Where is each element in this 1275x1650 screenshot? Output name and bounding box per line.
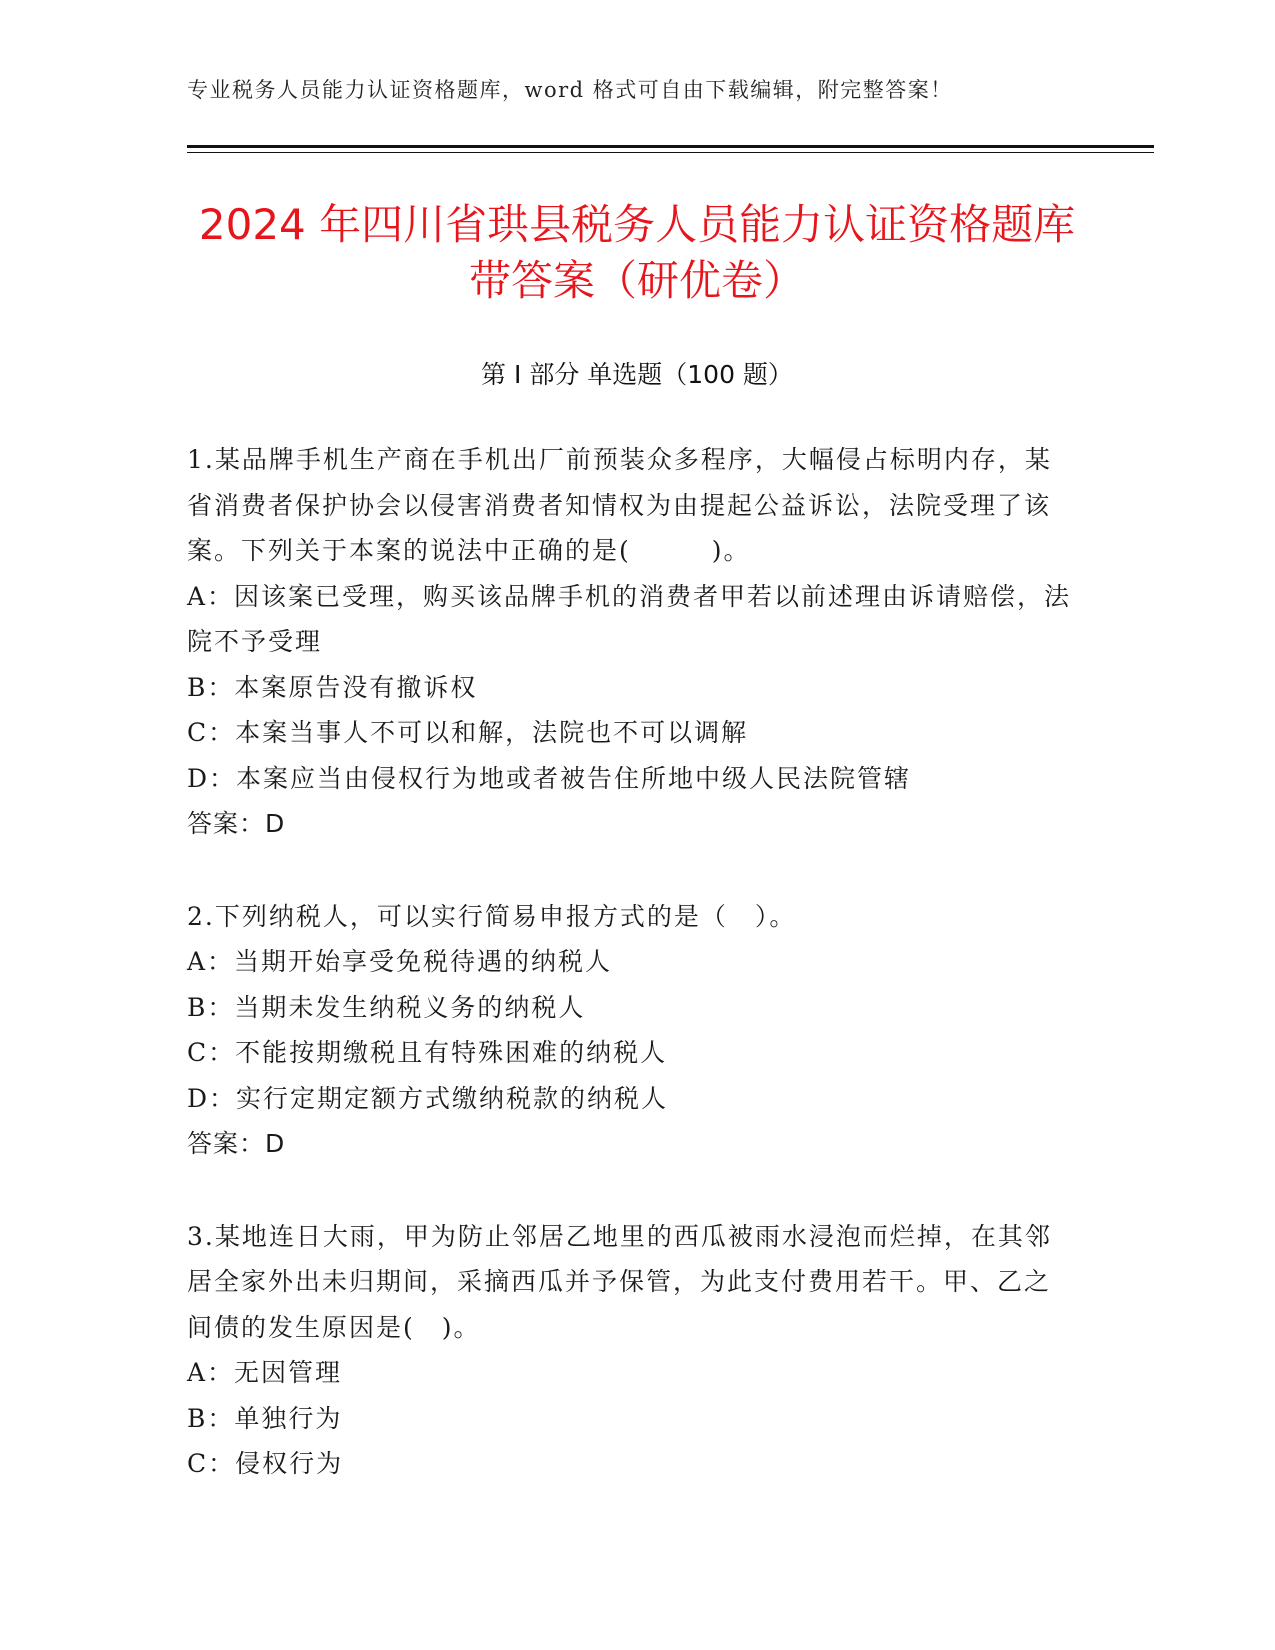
header-rule-thick: [187, 145, 1154, 148]
header-rule-thin: [187, 152, 1154, 153]
section-title: 第 I 部分 单选题（100 题）: [481, 360, 793, 389]
option-a: A：因该案已受理，购买该品牌手机的消费者甲若以前述理由诉请赔偿，法院不予受理: [187, 581, 1072, 656]
option-d: D：本案应当由侵权行为地或者被告住所地中级人民法院管辖: [187, 763, 912, 793]
option-b: B：本案原告没有撤诉权: [187, 672, 478, 702]
option-c: C：不能按期缴税且有特殊困难的纳税人: [187, 1038, 668, 1067]
question-stem: 1.某品牌手机生产商在手机出厂前预装众多程序，大幅侵占标明内存，某省消费者保护协会以侵害消费者知情权为由提起公益诉讼，法院受理了该案。下列关于本案的说法中正确的是( )。: [187, 445, 1052, 565]
question-2: [187, 894, 1077, 1167]
question-list: [187, 437, 1077, 1534]
option-c: C：本案当事人不可以和解，法院也不可以调解: [187, 718, 749, 747]
option-d: D：实行定期定额方式缴纳税款的纳税人: [187, 1083, 669, 1113]
question-1: [187, 437, 1077, 847]
question-stem: 2.下列纳税人，可以实行简易申报方式的是（ ）。: [187, 901, 797, 931]
answer: 答案：D: [187, 1129, 286, 1158]
question-stem: 3.某地连日大雨，甲为防止邻居乙地里的西瓜被雨水浸泡而烂掉，在其邻居全家外出未归期间，采摘西瓜并予保管，为此支付费用若干。甲、乙之间债的发生原因是( )。: [187, 1221, 1052, 1342]
option-c: C：侵权行为: [187, 1449, 344, 1478]
option-b: B：当期未发生纳税义务的纳税人: [187, 992, 586, 1022]
document-title: 2024 年四川省珙县税务人员能力认证资格题库带答案（研优卷）: [198, 200, 1076, 305]
option-a: A：当期开始享受免税待遇的纳税人: [187, 947, 613, 976]
header-note: 专业税务人员能力认证资格题库，word 格式可自由下载编辑，附完整答案！: [187, 78, 953, 102]
option-b: B：单独行为: [187, 1403, 343, 1433]
option-a: A：无因管理: [187, 1358, 343, 1387]
question-3: [187, 1214, 1077, 1487]
answer: 答案：D: [187, 809, 286, 838]
